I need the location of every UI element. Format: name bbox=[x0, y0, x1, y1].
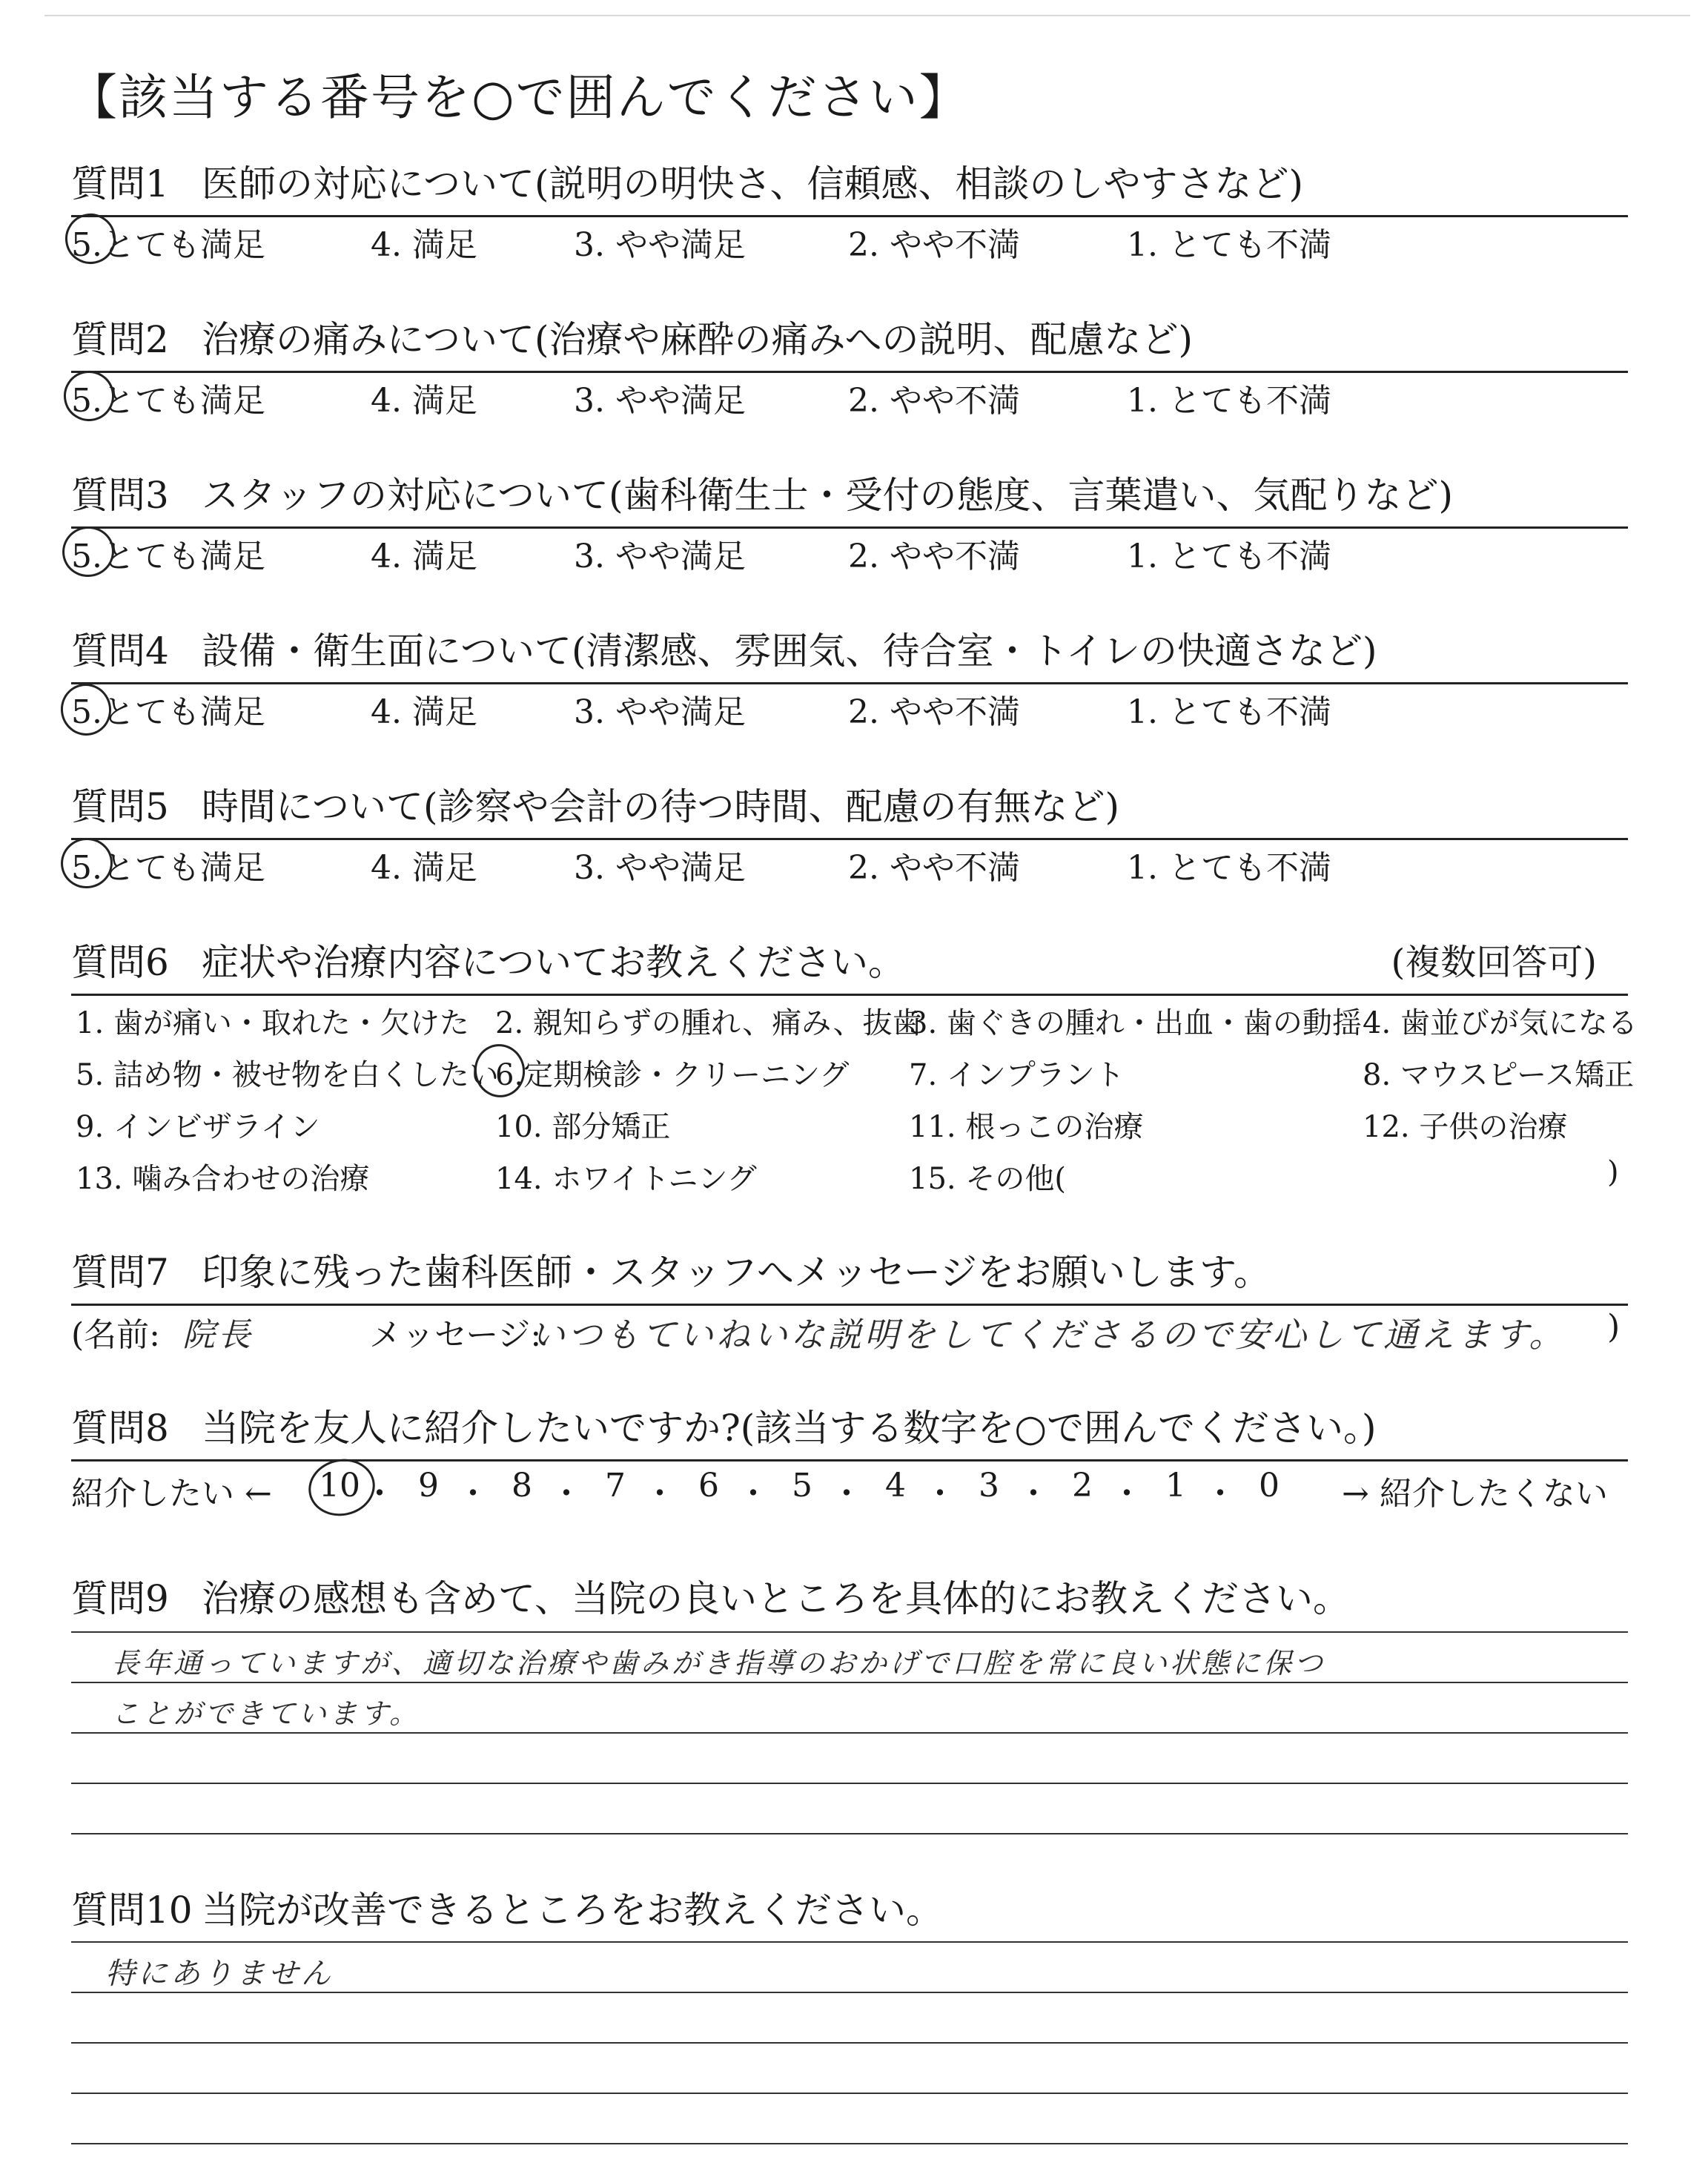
treatment-option-9[interactable]: 9. インビザライン bbox=[76, 1110, 320, 1144]
answer-line bbox=[71, 2042, 1628, 2044]
question-1 bbox=[71, 157, 1628, 264]
question-title: 質問2 治療の痛みについて(治療や麻酔の痛みへの説明、配慮など) bbox=[71, 318, 1194, 361]
treatment-option-14[interactable]: 14. ホワイトニング bbox=[495, 1162, 757, 1196]
question-title: 質問5 時間について(診察や会計の待つ時間、配慮の有無など) bbox=[71, 785, 1120, 828]
name-value[interactable]: 院長 bbox=[182, 1316, 254, 1354]
rating-option-4[interactable]: 4. 満足 bbox=[371, 382, 477, 420]
rating-options bbox=[71, 685, 1628, 730]
question-7 bbox=[71, 1246, 1628, 1355]
question-rule bbox=[71, 215, 1628, 217]
treatment-option-12[interactable]: 12. 子供の治療 bbox=[1363, 1110, 1568, 1144]
scale-separator: ・ bbox=[830, 1475, 863, 1513]
question-rule bbox=[71, 994, 1628, 996]
scale-separator: ・ bbox=[924, 1475, 956, 1513]
rating-option-4[interactable]: 4. 満足 bbox=[371, 538, 477, 575]
recommend-left-label: 紹介したい ← bbox=[71, 1475, 272, 1513]
recommend-right-label: → 紹介したくない bbox=[1342, 1475, 1608, 1513]
scale-separator: ・ bbox=[643, 1475, 676, 1513]
answer-line bbox=[71, 1992, 1628, 1993]
scale-value-7[interactable]: 7 bbox=[605, 1467, 626, 1505]
form-heading: 【該当する番号を○で囲んでください】 bbox=[68, 69, 970, 126]
rating-option-4[interactable]: 4. 満足 bbox=[371, 226, 477, 264]
answer-line bbox=[71, 1833, 1628, 1834]
question-rule bbox=[71, 526, 1628, 529]
question-8 bbox=[71, 1401, 1628, 1513]
rating-option-5[interactable]: 5.とても満足 bbox=[71, 849, 265, 887]
question-10 bbox=[71, 1883, 1628, 1937]
answer-line bbox=[71, 2143, 1628, 2144]
scale-separator: ・ bbox=[550, 1475, 583, 1513]
rating-option-1[interactable]: 1. とても不満 bbox=[1127, 693, 1331, 731]
scale-separator: ・ bbox=[457, 1475, 489, 1513]
question-rule bbox=[71, 1459, 1628, 1462]
rating-option-5[interactable]: 5.とても満足 bbox=[71, 693, 265, 731]
scale-separator: ・ bbox=[1110, 1475, 1143, 1513]
treatment-option-15[interactable]: 15. その他( bbox=[909, 1162, 1066, 1196]
answer-line bbox=[71, 2093, 1628, 2094]
rating-option-5[interactable]: 5.とても満足 bbox=[71, 382, 265, 420]
rating-option-2[interactable]: 2. やや不満 bbox=[848, 226, 1020, 264]
question-title: 質問9 治療の感想も含めて、当院の良いところを具体的にお教えください。 bbox=[71, 1577, 1350, 1620]
scale-value-8[interactable]: 8 bbox=[512, 1467, 532, 1505]
rating-option-3[interactable]: 3. やや満足 bbox=[574, 382, 746, 420]
scale-value-6[interactable]: 6 bbox=[698, 1467, 719, 1505]
question-4 bbox=[71, 624, 1628, 731]
treatment-option-8[interactable]: 8. マウスピース矯正 bbox=[1363, 1058, 1635, 1092]
rating-options bbox=[71, 841, 1628, 885]
rating-option-1[interactable]: 1. とても不満 bbox=[1127, 226, 1331, 264]
question-6 bbox=[71, 936, 1638, 1196]
question-rule bbox=[71, 371, 1628, 373]
treatment-option-3[interactable]: 3. 歯ぐきの腫れ・出血・歯の動揺 bbox=[909, 1006, 1362, 1040]
question-title: 質問6 症状や治療内容についてお教えください。 bbox=[71, 941, 905, 984]
rating-option-1[interactable]: 1. とても不満 bbox=[1127, 849, 1331, 887]
message-close-paren: ) bbox=[1607, 1308, 1621, 1346]
rating-option-5[interactable]: 5.とても満足 bbox=[71, 226, 265, 264]
treatment-option-6[interactable]: 6.定期検診・クリーニング bbox=[495, 1058, 850, 1092]
scale-value-1[interactable]: 1 bbox=[1165, 1467, 1186, 1505]
scale-value-4[interactable]: 4 bbox=[885, 1467, 906, 1505]
rating-option-3[interactable]: 3. やや満足 bbox=[574, 693, 746, 731]
rating-options bbox=[71, 374, 1628, 418]
treatment-option-13[interactable]: 13. 噛み合わせの治療 bbox=[76, 1162, 370, 1196]
rating-option-2[interactable]: 2. やや不満 bbox=[848, 538, 1020, 575]
scale-value-2[interactable]: 2 bbox=[1072, 1467, 1093, 1505]
scale-value-3[interactable]: 3 bbox=[979, 1467, 999, 1505]
message-value[interactable]: いつもていねいな説明をしてくださるので安心して通えます。 bbox=[531, 1315, 1566, 1355]
answer-line bbox=[71, 1783, 1628, 1784]
answer-line bbox=[71, 1682, 1628, 1683]
q9-answer-line-1[interactable]: 長年通っていますが、適切な治療や歯みがき指導のおかげで口腔を常に良い状態に保つ bbox=[111, 1647, 1326, 1680]
scale-value-5[interactable]: 5 bbox=[792, 1467, 812, 1505]
rating-option-4[interactable]: 4. 満足 bbox=[371, 849, 477, 887]
answer-line bbox=[71, 1732, 1628, 1734]
question-title: 質問8 当院を友人に紹介したいですか?(該当する数字を○で囲んでください。) bbox=[71, 1407, 1377, 1450]
question-2 bbox=[71, 313, 1628, 420]
top-border bbox=[44, 15, 1690, 16]
rating-option-2[interactable]: 2. やや不満 bbox=[848, 382, 1020, 420]
q9-answer-line-2[interactable]: ことができています。 bbox=[111, 1697, 420, 1730]
scale-separator: ・ bbox=[737, 1475, 769, 1513]
scale-value-0[interactable]: 0 bbox=[1259, 1467, 1280, 1505]
question-title: 質問4 設備・衛生面について(清潔感、雰囲気、待合室・トイレの快適さなど) bbox=[71, 630, 1377, 673]
rating-option-3[interactable]: 3. やや満足 bbox=[574, 849, 746, 887]
question-5 bbox=[71, 780, 1628, 887]
treatment-option-5[interactable]: 5. 詰め物・被せ物を白くしたい bbox=[76, 1058, 499, 1092]
treatment-option-10[interactable]: 10. 部分矯正 bbox=[495, 1110, 671, 1144]
other-close-paren: ) bbox=[1607, 1155, 1619, 1189]
scale-value-9[interactable]: 9 bbox=[418, 1467, 439, 1505]
message-label: メッセージ: bbox=[369, 1316, 542, 1354]
question-rule bbox=[71, 682, 1628, 684]
answer-line bbox=[71, 1941, 1628, 1943]
treatment-option-4[interactable]: 4. 歯並びが気になる bbox=[1363, 1006, 1638, 1040]
scale-separator: ・ bbox=[1204, 1475, 1237, 1513]
scale-separator: ・ bbox=[1017, 1475, 1050, 1513]
scale-separator: ・ bbox=[363, 1475, 396, 1513]
scale-value-10[interactable]: 10 bbox=[319, 1467, 360, 1505]
rating-option-1[interactable]: 1. とても不満 bbox=[1127, 538, 1331, 575]
rating-options bbox=[71, 218, 1628, 262]
treatment-option-1[interactable]: 1. 歯が痛い・取れた・欠けた bbox=[76, 1006, 469, 1040]
rating-option-1[interactable]: 1. とても不満 bbox=[1127, 382, 1331, 420]
rating-option-5[interactable]: 5.とても満足 bbox=[71, 538, 265, 575]
rating-option-3[interactable]: 3. やや満足 bbox=[574, 226, 746, 264]
q10-answer[interactable]: 特にありません bbox=[105, 1957, 334, 1991]
rating-option-4[interactable]: 4. 満足 bbox=[371, 693, 477, 731]
rating-option-2[interactable]: 2. やや不満 bbox=[848, 693, 1020, 731]
question-3 bbox=[71, 469, 1628, 575]
name-label: (名前: bbox=[71, 1316, 160, 1354]
question-title: 質問7 印象に残った歯科医師・スタッフへメッセージをお願いします。 bbox=[71, 1251, 1271, 1294]
question-9 bbox=[71, 1572, 1628, 1625]
rating-option-3[interactable]: 3. やや満足 bbox=[574, 538, 746, 575]
rating-option-2[interactable]: 2. やや不満 bbox=[848, 849, 1020, 887]
question-rule bbox=[71, 1304, 1628, 1306]
treatment-option-7[interactable]: 7. インプラント bbox=[909, 1058, 1125, 1092]
question-title: 質問3 スタッフの対応について(歯科衛生士・受付の態度、言葉遣い、気配りなど) bbox=[71, 474, 1454, 517]
treatment-option-11[interactable]: 11. 根っこの治療 bbox=[909, 1110, 1144, 1144]
treatment-option-2[interactable]: 2. 親知らずの腫れ、痛み、抜歯 bbox=[495, 1006, 922, 1040]
recommend-scale bbox=[319, 1467, 1446, 1511]
rating-options bbox=[71, 529, 1628, 574]
question-title: 質問1 医師の対応について(説明の明快さ、信頼感、相談のしやすさなど) bbox=[71, 162, 1304, 205]
question-title: 質問10 当院が改善できるところをお教えください。 bbox=[71, 1889, 943, 1932]
answer-line bbox=[71, 1631, 1628, 1633]
multiple-answers-note: (複数回答可) bbox=[1391, 942, 1597, 983]
question-rule bbox=[71, 838, 1628, 840]
